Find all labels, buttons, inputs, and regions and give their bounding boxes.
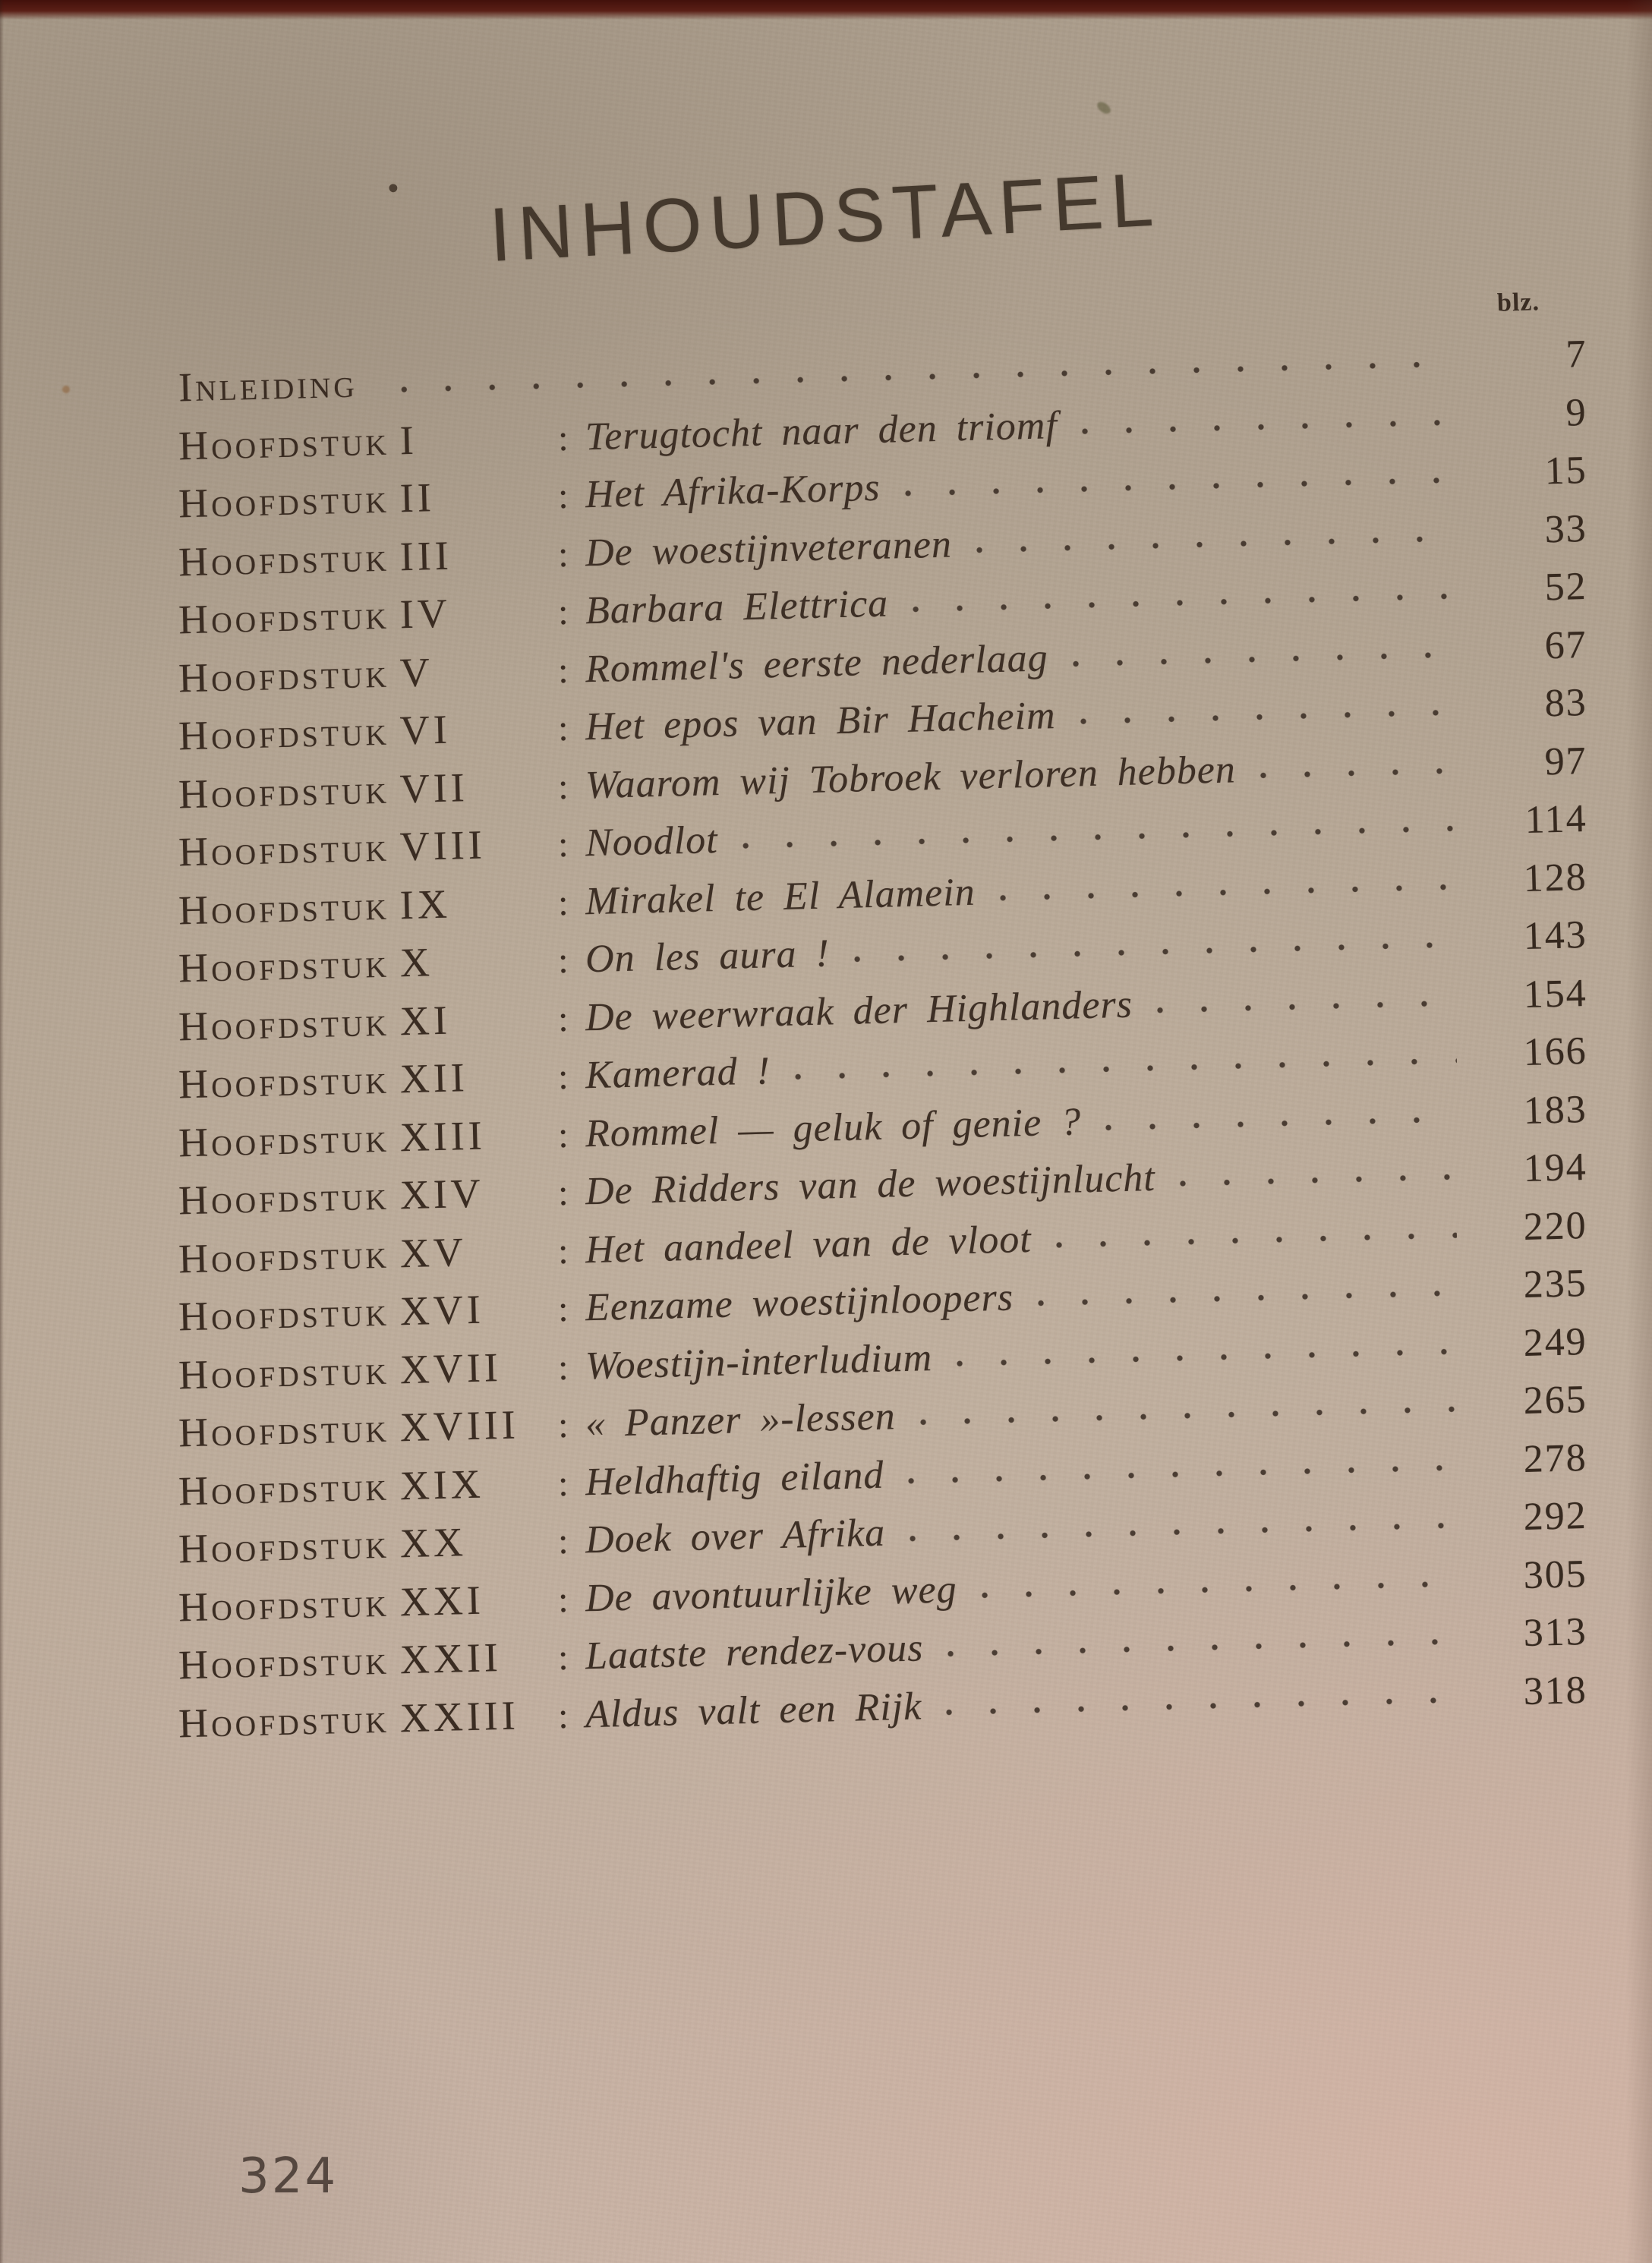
chapter-page-number: 278 [1522,1436,1588,1481]
chapter-numeral: II [399,474,436,522]
chapter-numeral: XV [399,1228,468,1276]
chapter-word: Hoofdstuk [178,1695,390,1746]
colon-separator: : [557,766,569,807]
chapter-page-number: 83 [1543,681,1588,726]
scan-left-edge [0,0,4,2263]
chapter-word: Hoofdstuk [178,824,390,875]
chapter-label [178,525,559,589]
chapter-word: Hoofdstuk [178,1056,390,1108]
paper-stain [1095,99,1112,116]
chapter-label [178,1455,559,1518]
dot-leader [955,1347,1457,1367]
dot-leader [793,1057,1457,1080]
chapter-title: Kamerad ! [585,1049,771,1098]
chapter-page-number: 249 [1522,1319,1588,1365]
chapter-title: De weerwraak der Highlanders [585,982,1133,1039]
dot-leader [944,1696,1457,1716]
chapter-numeral: VIII [399,821,487,870]
colon-separator: : [557,650,569,691]
chapter-label [178,874,559,938]
chapter-page-number: 15 [1543,449,1588,493]
chapter-title: De avontuurlijke weg [585,1567,958,1620]
dot-leader [1155,999,1457,1014]
chapter-page-number: 183 [1522,1087,1588,1133]
colon-separator: : [557,1056,569,1098]
chapter-word: Hoofdstuk [178,591,390,643]
dot-leader [1036,1289,1457,1307]
chapter-word: Hoofdstuk [178,1231,390,1281]
scan-top-edge [0,0,1652,20]
dot-leader [911,592,1457,613]
chapter-numeral: XIV [399,1170,485,1218]
colon-separator: : [557,1521,569,1562]
dot-leader [741,824,1457,849]
chapter-page-number: 154 [1522,971,1588,1016]
chapter-numeral: XVI [399,1286,485,1335]
chapter-page-number: 9 [1565,390,1588,435]
chapter-label [178,990,559,1054]
colon-separator: : [557,708,569,749]
chapter-title: Aldus valt een Rijk [585,1684,922,1736]
chapter-label [178,1687,559,1751]
colon-separator: : [557,1579,569,1620]
chapter-label [178,1106,559,1170]
chapter-page-number: 7 [1565,333,1588,377]
chapter-numeral: XVIII [399,1401,520,1451]
chapter-label [178,931,559,995]
chapter-word: Hoofdstuk [178,1114,390,1165]
chapter-word: Hoofdstuk [178,882,390,933]
chapter-word: Hoofdstuk [178,475,390,527]
chapter-word: Hoofdstuk [178,1347,390,1398]
chapter-label [178,1222,559,1286]
chapter-label [178,699,559,763]
colon-separator: : [557,1231,569,1272]
chapter-word: Hoofdstuk [178,1637,390,1688]
colon-separator: : [557,1172,569,1214]
colon-separator: : [557,418,569,459]
dot-leader [1079,708,1457,725]
chapter-title: « Panzer »-lessen [585,1395,897,1446]
chapter-title: On les aura ! [585,931,831,982]
chapter-label [178,1048,559,1111]
chapter-title: Het aandeel van de vloot [585,1217,1032,1272]
chapter-page-number: 128 [1522,855,1588,900]
dot-leader [980,1580,1457,1599]
chapter-page-number: 166 [1522,1029,1588,1075]
chapter-numeral: I [399,417,418,463]
chapter-label [178,641,559,705]
page-right-shading [1626,0,1652,2263]
dot-leader [906,1464,1457,1485]
chapter-title: Laatste rendez-vous [585,1626,925,1678]
chapter-page-number: 194 [1522,1146,1588,1191]
chapter-label [178,583,559,647]
chapter-title: Woestijn-interludium [585,1335,933,1388]
chapter-label [178,1571,559,1634]
chapter-label [178,409,559,473]
chapter-word: Hoofdstuk [178,1172,390,1224]
dot-leader [400,360,1457,393]
chapter-title: Het Afrika-Korps [585,465,881,517]
chapter-title: Doek over Afrika [585,1511,886,1562]
chapter-label [178,467,559,531]
colon-separator: : [557,940,569,982]
colon-separator: : [557,1114,569,1155]
chapter-title: Het epos van Bir Hacheim [585,694,1057,749]
dot-leader [1080,418,1457,435]
chapter-word: Hoofdstuk [178,534,390,585]
chapter-numeral: III [399,532,453,579]
chapter-page-number: 265 [1522,1378,1588,1423]
chapter-word: Hoofdstuk [178,1288,390,1340]
chapter-label [178,1164,559,1228]
dot-leader [919,1405,1457,1426]
chapter-label [178,758,559,821]
chapter-numeral: XI [399,997,452,1044]
colon-separator: : [557,1463,569,1504]
chapter-word: Hoofdstuk [178,766,390,817]
dot-leader [975,534,1457,554]
chapter-page-number: 97 [1543,739,1588,783]
colon-separator: : [557,1404,569,1446]
chapter-label [178,1338,559,1402]
colon-separator: : [557,475,569,517]
chapter-numeral: XIX [399,1461,485,1508]
chapter-page-number: 235 [1522,1262,1588,1307]
dot-leader [908,1521,1457,1543]
chapter-word: Hoofdstuk [178,1521,390,1572]
dot-leader [1104,1115,1457,1131]
chapter-title: Rommel — geluk of genie ? [585,1099,1082,1155]
chapter-label [178,815,559,879]
dot-leader [1259,767,1457,779]
title-prefix-dot: . [381,128,403,207]
chapter-numeral: V [399,648,434,695]
chapter-numeral: XXIII [399,1691,520,1741]
chapter-title: Noodlot [585,818,719,865]
dot-leader [1071,651,1457,667]
dot-leader [1178,1173,1457,1187]
chapter-page-number: 220 [1522,1203,1588,1249]
chapter-numeral: XX [399,1519,468,1567]
dot-leader [903,476,1457,497]
chapter-title: Rommel's eerste nederlaag [585,635,1049,691]
page-title: INHOUDSTAFEL [487,156,1163,279]
chapter-title: Heldhaftig eiland [585,1453,885,1504]
chapter-page-number: 114 [1524,797,1588,843]
colon-separator: : [557,998,569,1039]
chapter-numeral: VII [399,764,469,812]
chapter-page-number: 313 [1522,1610,1588,1656]
chapter-numeral: XXI [399,1577,485,1625]
chapter-label [178,356,358,415]
chapter-label [178,1628,559,1692]
dot-leader [946,1637,1457,1657]
chapter-numeral: XII [399,1054,469,1102]
chapter-title: Waarom wij Tobroek verloren hebben [585,747,1237,807]
chapter-label [178,1280,559,1344]
colon-separator: : [557,1637,569,1678]
chapter-title: De woestijnveteranen [585,522,953,575]
chapter-title: De Ridders van de woestijnlucht [585,1155,1156,1214]
chapter-word: Hoofdstuk [178,708,390,759]
chapter-word: Inleiding [178,360,358,411]
chapter-numeral: XVII [399,1344,503,1392]
chapter-page-number: 33 [1543,506,1588,551]
chapter-word: Hoofdstuk [178,1404,390,1456]
chapter-page-number: 292 [1522,1494,1588,1540]
dot-leader [1055,1231,1457,1249]
chapter-title: Terugtocht naar den triomf [585,403,1058,459]
dot-leader [998,883,1457,902]
chapter-page-number: 143 [1522,913,1588,959]
colon-separator: : [557,534,569,575]
chapter-numeral: X [399,939,434,986]
dot-leader [853,941,1457,963]
chapter-numeral: XXII [399,1634,503,1683]
chapter-word: Hoofdstuk [178,1463,390,1514]
chapter-page-number: 67 [1543,622,1588,667]
page-column-header: blz. [1496,288,1540,317]
colon-separator: : [557,1347,569,1388]
chapter-title: Mirakel te El Alamein [585,870,976,923]
chapter-word: Hoofdstuk [178,1579,390,1630]
chapter-title: Barbara Elettrica [585,582,889,633]
colon-separator: : [557,882,569,923]
paper-stain [62,386,70,393]
chapter-label [178,1512,559,1576]
chapter-numeral: IV [399,590,452,638]
colon-separator: : [557,1695,569,1736]
chapter-numeral: XIII [399,1111,487,1160]
table-of-contents [178,333,1588,1754]
chapter-word: Hoofdstuk [178,650,390,701]
chapter-page-number: 305 [1522,1552,1588,1597]
chapter-page-number: 318 [1522,1668,1588,1713]
chapter-word: Hoofdstuk [178,998,390,1049]
chapter-numeral: VI [399,706,452,754]
colon-separator: : [557,1288,569,1330]
chapter-title: Eenzame woestijnloopers [585,1275,1014,1330]
chapter-page-number: 52 [1543,565,1588,610]
chapter-word: Hoofdstuk [178,418,390,468]
chapter-numeral: IX [399,881,452,928]
chapter-word: Hoofdstuk [178,940,390,991]
colon-separator: : [557,591,569,633]
chapter-label [178,1396,559,1460]
page-number-footer: 324 [238,2148,339,2205]
colon-separator: : [557,824,569,865]
